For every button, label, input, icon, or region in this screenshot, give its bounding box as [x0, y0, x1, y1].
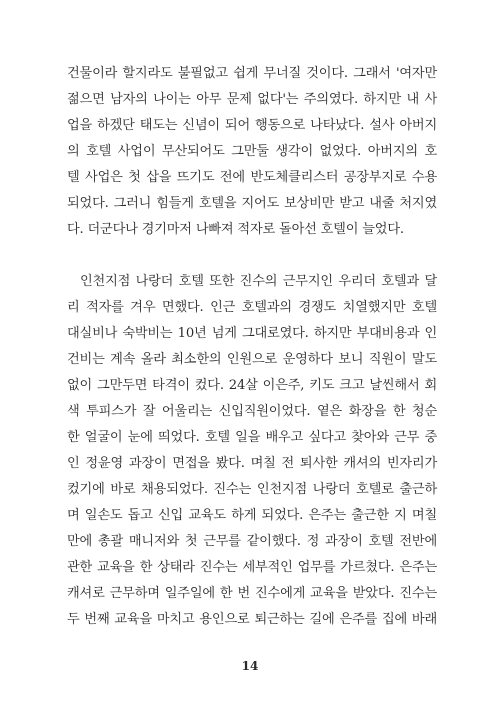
text-line: 관한 교육을 한 상태라 진수는 세부적인 업무를 가르쳤다. 은주는: [67, 560, 437, 575]
text-line: 다. 더군다나 경기마저 나빠져 적자로 돌아선 호텔이 늘었다.: [67, 222, 404, 237]
text-line: 건물이라 할지라도 불필없고 쉽게 무너질 것이다. 그래서 '여자만: [67, 66, 437, 81]
text-line: 텔 사업은 첫 삽을 뜨기도 전에 반도체클리스터 공장부지로 수용: [67, 170, 437, 185]
text-line: 두 번째 교육을 마치고 용인으로 퇴근하는 길에 은주를 집에 바래: [67, 612, 437, 627]
text-line: 인천지점 나랑더 호텔 또한 진수의 근무지인 우리더 호텔과 달: [80, 274, 437, 289]
text-line: 컸기에 바로 채용되었다. 진수는 인천지점 나랑더 호텔로 출근하: [67, 482, 437, 497]
text-line: 색 투피스가 잘 어울리는 신입직원이었다. 옅은 화장을 한 청순: [67, 404, 437, 419]
text-line: 되었다. 그러니 힘들게 호텔을 지어도 보상비만 받고 내줄 처지였: [67, 196, 437, 211]
text-line: 리 적자를 겨우 면했다. 인근 호텔과의 경쟁도 치열했지만 호텔: [67, 300, 437, 315]
text-line: 젊으면 남자의 나이는 아무 문제 없다'는 주의였다. 하지만 내 사: [67, 92, 437, 107]
text-line: 업을 하겠단 태도는 신념이 되어 행동으로 나타났다. 설사 아버지: [67, 118, 437, 133]
text-line: 만에 총괄 매니저와 첫 근무를 같이했다. 정 과장이 호텔 전반에: [67, 534, 437, 549]
text-line: 없이 그만두면 타격이 컸다. 24살 이은주, 키도 크고 날씬해서 회: [67, 378, 437, 393]
text-line: 인 정윤영 과장이 면접을 봤다. 며칠 전 퇴사한 캐셔의 빈자리가: [67, 456, 437, 471]
text-line: 건비는 계속 올라 최소한의 인원으로 운영하다 보니 직원이 말도: [67, 352, 437, 367]
text-line: 캐셔로 근무하며 일주일에 한 번 진수에게 교육을 받았다. 진수는: [67, 586, 437, 601]
text-line: 며 일손도 돕고 신입 교육도 하게 되었다. 은주는 출근한 지 며칠: [67, 508, 437, 523]
text-line: 한 얼굴이 눈에 띄었다. 호텔 일을 배우고 싶다고 찾아와 근무 중: [67, 430, 437, 445]
text-line: 의 호텔 사업이 무산되어도 그만둘 생각이 없었다. 아버지의 호: [67, 144, 437, 159]
text-line: 대실비나 숙박비는 10년 넘게 그대로였다. 하지만 부대비용과 인: [67, 326, 437, 341]
page-number: 14: [241, 659, 259, 673]
